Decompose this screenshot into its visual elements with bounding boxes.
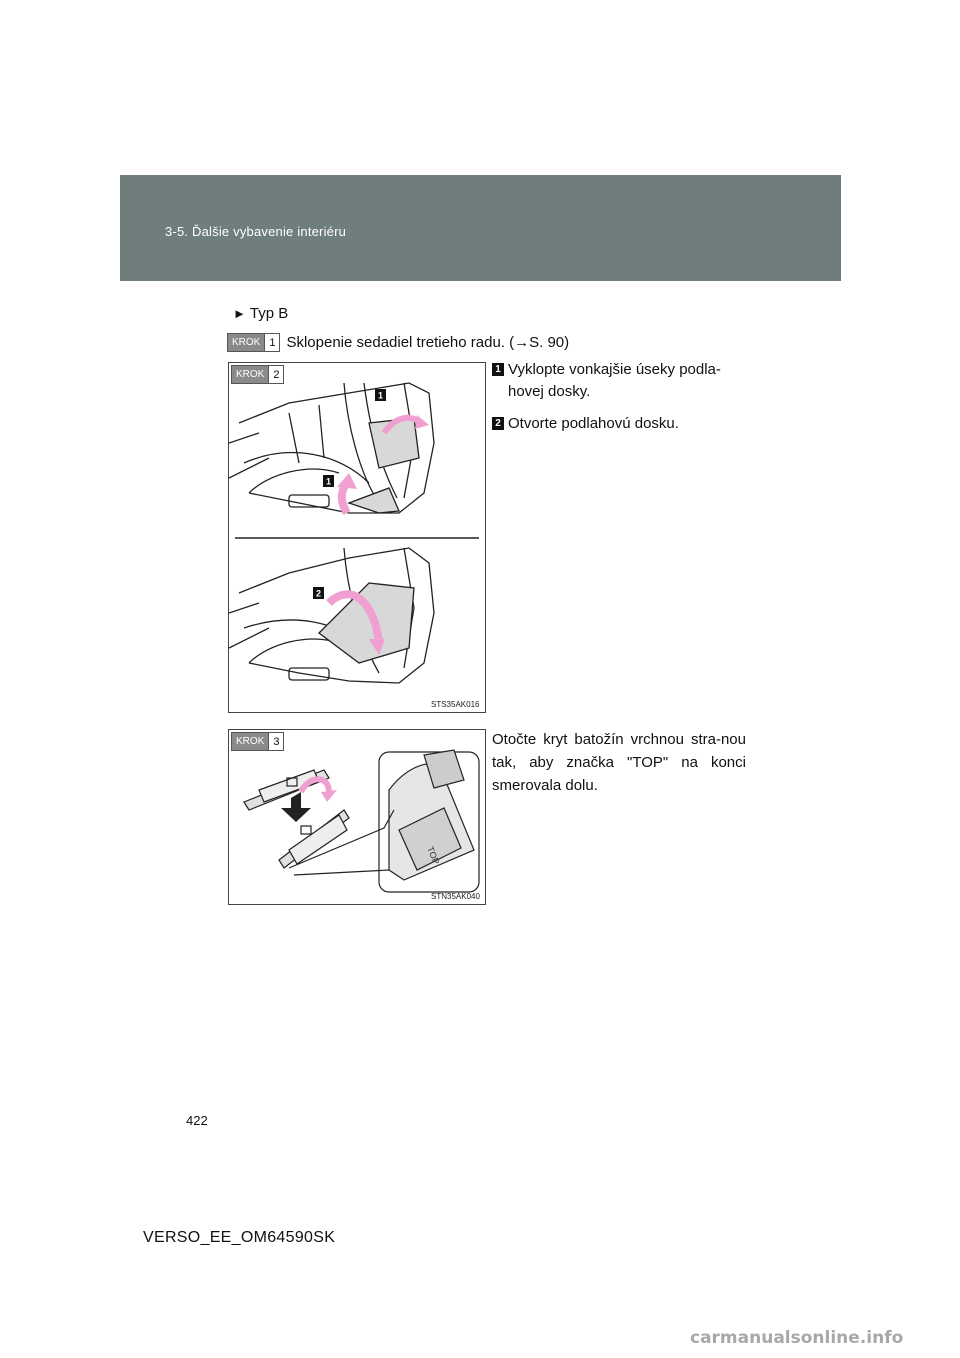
- krok-badge-3: [231, 732, 284, 751]
- list-item-text: Otvorte podlahovú dosku.: [508, 415, 679, 432]
- figure-code-2: STN35AK040: [431, 892, 480, 901]
- top-mark: TOP: [425, 845, 442, 866]
- figure-fold-seats: [228, 362, 486, 713]
- document-code: VERSO_EE_OM64590SK: [143, 1229, 336, 1246]
- callout-2: 2: [315, 588, 322, 599]
- krok-label: KROK: [228, 334, 264, 351]
- triangle-marker-icon: ►: [233, 306, 246, 321]
- number-badge-2: 2: [492, 417, 504, 430]
- krok-badge-2: [231, 365, 284, 384]
- step-2-list: [492, 359, 752, 445]
- step-1-text: Sklopenie sedadiel tretieho radu. (→S. 90): [286, 334, 570, 351]
- step-1: [227, 333, 569, 352]
- number-badge-1: 1: [492, 363, 504, 376]
- tonneau-illustration: [229, 730, 485, 904]
- krok-badge-1: [227, 333, 280, 352]
- krok-label: KROK: [232, 733, 268, 750]
- section-title: 3-5. Ďalšie vybavenie interiéru: [165, 224, 347, 239]
- type-label: Typ B: [249, 305, 289, 322]
- cargo-floor-illustration: [229, 363, 485, 712]
- krok-label: KROK: [232, 366, 268, 383]
- step-3-text: Otočte kryt batožín vrchnou stra-nou tak, aby značka "TOP" na konci smerovala dolu.: [492, 731, 746, 794]
- callout-1b: 1: [325, 476, 332, 487]
- figure-tonneau-cover: [228, 729, 486, 905]
- krok-number: 1: [264, 334, 279, 351]
- list-item-text: Vyklopte vonkajšie úseky podla-hovej dosky.: [508, 361, 721, 400]
- figure-code-1: STS35AK016: [431, 700, 480, 709]
- callout-1a: 1: [377, 390, 384, 401]
- krok-number: 2: [268, 366, 283, 383]
- list-item: [492, 359, 752, 403]
- list-item: [492, 413, 752, 435]
- page-number: 422: [186, 1113, 208, 1128]
- krok-number: 3: [268, 733, 283, 750]
- watermark: carmanualsonline.info: [690, 1328, 904, 1348]
- type-heading: [233, 305, 288, 322]
